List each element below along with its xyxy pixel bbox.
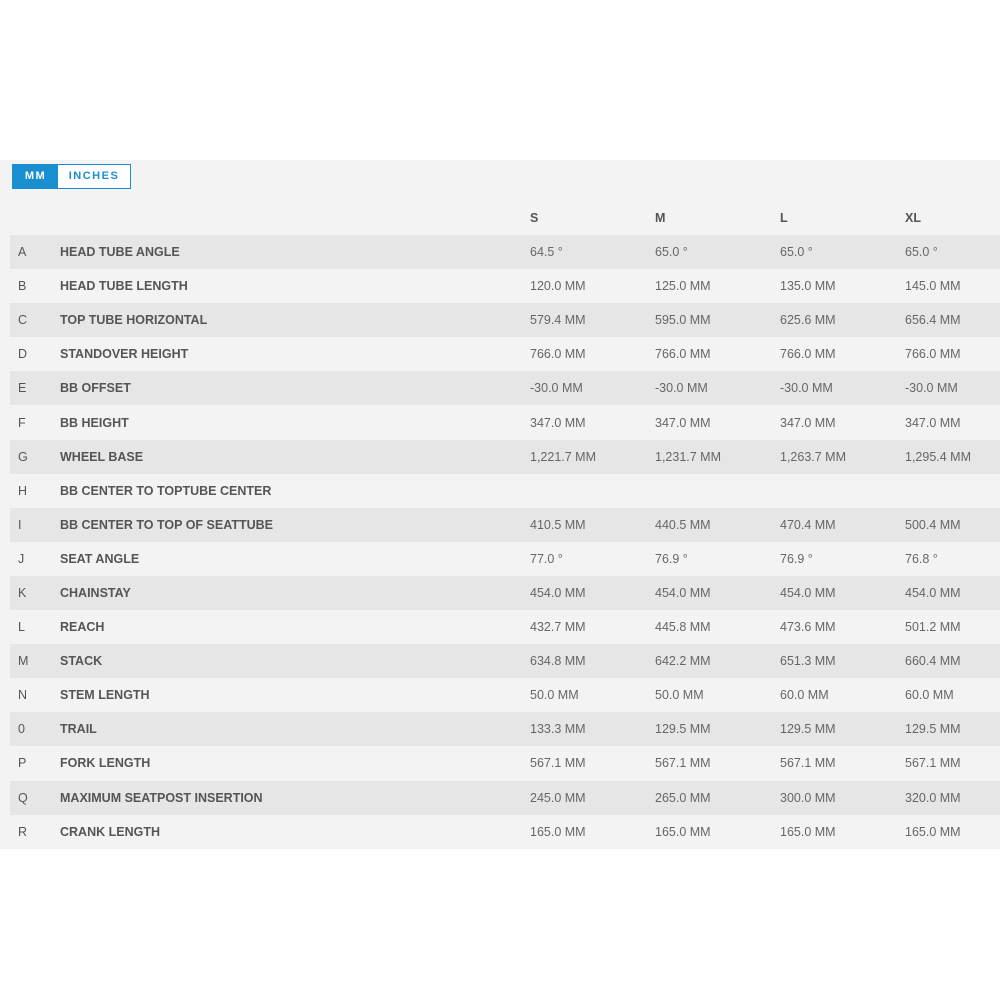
value-s: 165.0 MM [530, 824, 586, 839]
value-m: -30.0 MM [655, 381, 708, 396]
value-xl: 145.0 MM [905, 279, 961, 294]
value-l: 473.6 MM [780, 620, 836, 635]
value-s: 64.5 ° [530, 245, 563, 260]
table-row [10, 576, 1000, 610]
value-m: 766.0 MM [655, 347, 711, 362]
row-measurement-name: BB CENTER TO TOPTUBE CENTER [60, 483, 272, 498]
row-measurement-name: BB OFFSET [60, 381, 131, 396]
mm-unit-button[interactable]: MM [13, 165, 58, 188]
table-row [10, 337, 1000, 371]
row-letter: I [18, 517, 22, 532]
row-letter: G [18, 449, 28, 464]
geometry-table [10, 200, 1000, 849]
table-row [10, 303, 1000, 337]
value-s: 567.1 MM [530, 756, 586, 771]
value-l: 470.4 MM [780, 517, 836, 532]
value-l: 65.0 ° [780, 245, 813, 260]
value-s: 1,221.7 MM [530, 449, 597, 464]
value-m: 1,231.7 MM [655, 449, 722, 464]
value-m: 65.0 ° [655, 245, 688, 260]
table-row [10, 269, 1000, 303]
value-xl: 60.0 MM [905, 688, 954, 703]
row-letter: B [18, 279, 27, 294]
row-measurement-name: FORK LENGTH [60, 756, 151, 771]
value-xl: 65.0 ° [905, 245, 938, 260]
value-s: 133.3 MM [530, 722, 586, 737]
table-row [10, 815, 1000, 849]
size-header-s: S [530, 210, 539, 225]
value-m: 440.5 MM [655, 517, 711, 532]
size-header-xl: XL [905, 210, 921, 225]
row-measurement-name: STEM LENGTH [60, 688, 150, 703]
row-measurement-name: BB CENTER TO TOP OF SEATTUBE [60, 517, 273, 532]
row-measurement-name: STANDOVER HEIGHT [60, 347, 189, 362]
value-l: -30.0 MM [780, 381, 833, 396]
value-s: 766.0 MM [530, 347, 586, 362]
value-m: 454.0 MM [655, 585, 711, 600]
row-letter: H [18, 483, 28, 498]
row-letter: P [18, 756, 27, 771]
value-s: 50.0 MM [530, 688, 579, 703]
value-m: 76.9 ° [655, 551, 688, 566]
value-s: -30.0 MM [530, 381, 583, 396]
table-row [10, 746, 1000, 780]
row-measurement-name: TOP TUBE HORIZONTAL [60, 313, 208, 328]
row-measurement-name: MAXIMUM SEATPOST INSERTION [60, 790, 263, 805]
row-letter: A [18, 245, 27, 260]
value-xl: 320.0 MM [905, 790, 961, 805]
table-row [10, 712, 1000, 746]
value-m: 567.1 MM [655, 756, 711, 771]
value-m: 125.0 MM [655, 279, 711, 294]
value-s: 410.5 MM [530, 517, 586, 532]
value-l: 76.9 ° [780, 551, 813, 566]
unit-toggle [12, 164, 131, 189]
row-letter: M [18, 654, 29, 669]
value-l: 129.5 MM [780, 722, 836, 737]
value-xl: 766.0 MM [905, 347, 961, 362]
row-letter: C [18, 313, 28, 328]
table-row [10, 781, 1000, 815]
table-header-row [10, 200, 1000, 235]
value-s: 454.0 MM [530, 585, 586, 600]
value-xl: 567.1 MM [905, 756, 961, 771]
value-s: 245.0 MM [530, 790, 586, 805]
row-measurement-name: STACK [60, 654, 103, 669]
row-measurement-name: CHAINSTAY [60, 585, 131, 600]
size-header-m: M [655, 210, 666, 225]
table-row [10, 678, 1000, 712]
value-m: 445.8 MM [655, 620, 711, 635]
value-l: 135.0 MM [780, 279, 836, 294]
value-xl: 347.0 MM [905, 415, 961, 430]
value-xl: 165.0 MM [905, 824, 961, 839]
value-s: 120.0 MM [530, 279, 586, 294]
row-measurement-name: BB HEIGHT [60, 415, 129, 430]
value-m: 595.0 MM [655, 313, 711, 328]
row-measurement-name: WHEEL BASE [60, 449, 144, 464]
value-m: 265.0 MM [655, 790, 711, 805]
table-row [10, 440, 1000, 474]
table-row [10, 235, 1000, 269]
value-l: 766.0 MM [780, 347, 836, 362]
geometry-panel [0, 160, 1000, 849]
row-letter: Q [18, 790, 28, 805]
value-m: 165.0 MM [655, 824, 711, 839]
table-row [10, 474, 1000, 508]
value-s: 77.0 ° [530, 551, 563, 566]
row-letter: J [18, 551, 25, 566]
table-row [10, 542, 1000, 576]
value-l: 1,263.7 MM [780, 449, 847, 464]
table-body [10, 235, 1000, 849]
size-header-l: L [780, 210, 788, 225]
row-letter: K [18, 585, 27, 600]
value-xl: 454.0 MM [905, 585, 961, 600]
value-s: 432.7 MM [530, 620, 586, 635]
value-l: 567.1 MM [780, 756, 836, 771]
value-m: 642.2 MM [655, 654, 711, 669]
value-xl: 129.5 MM [905, 722, 961, 737]
value-m: 347.0 MM [655, 415, 711, 430]
value-l: 625.6 MM [780, 313, 836, 328]
value-m: 50.0 MM [655, 688, 704, 703]
value-s: 347.0 MM [530, 415, 586, 430]
table-row [10, 610, 1000, 644]
row-measurement-name: HEAD TUBE ANGLE [60, 245, 180, 260]
row-measurement-name: TRAIL [60, 722, 97, 737]
value-xl: 1,295.4 MM [905, 449, 972, 464]
value-l: 300.0 MM [780, 790, 836, 805]
row-letter: F [18, 415, 26, 430]
row-letter: D [18, 347, 28, 362]
value-xl: 501.2 MM [905, 620, 961, 635]
value-m: 129.5 MM [655, 722, 711, 737]
inches-unit-button[interactable]: INCHES [58, 165, 130, 188]
row-letter: L [18, 620, 25, 635]
value-xl: 76.8 ° [905, 551, 938, 566]
value-l: 347.0 MM [780, 415, 836, 430]
table-row [10, 508, 1000, 542]
table-row [10, 644, 1000, 678]
value-s: 579.4 MM [530, 313, 586, 328]
row-measurement-name: CRANK LENGTH [60, 824, 160, 839]
row-measurement-name: HEAD TUBE LENGTH [60, 279, 188, 294]
row-measurement-name: SEAT ANGLE [60, 551, 140, 566]
table-row [10, 405, 1000, 439]
row-letter: R [18, 824, 28, 839]
value-xl: 660.4 MM [905, 654, 961, 669]
row-letter: N [18, 688, 28, 703]
value-xl: -30.0 MM [905, 381, 958, 396]
row-measurement-name: REACH [60, 620, 105, 635]
value-l: 454.0 MM [780, 585, 836, 600]
table-row [10, 371, 1000, 405]
value-l: 651.3 MM [780, 654, 836, 669]
value-xl: 500.4 MM [905, 517, 961, 532]
value-l: 60.0 MM [780, 688, 829, 703]
value-xl: 656.4 MM [905, 313, 961, 328]
row-letter: 0 [18, 722, 25, 737]
value-s: 634.8 MM [530, 654, 586, 669]
row-letter: E [18, 381, 27, 396]
value-l: 165.0 MM [780, 824, 836, 839]
